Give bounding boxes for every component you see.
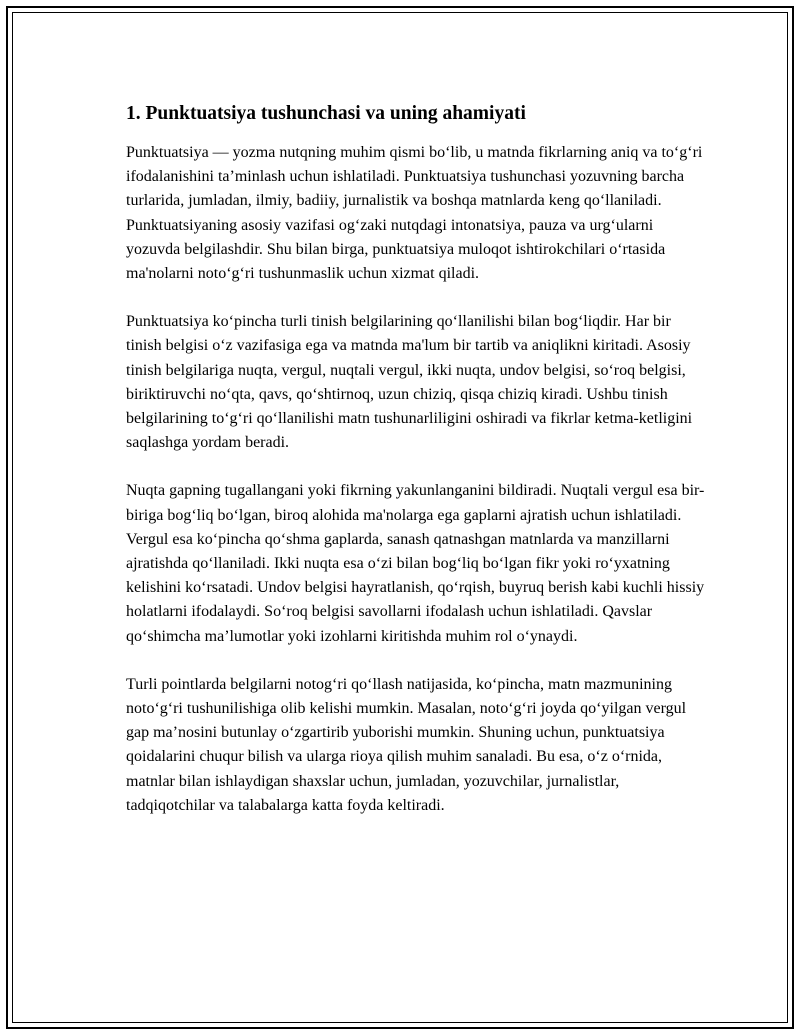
- paragraph-4: Turli pointlarda belgilarni notog‘ri qo‘llash natijasida, ko‘pincha, matn mazmunining noto‘g‘ri tushunilishiga olib kelishi mumkin. Masalan, noto‘g‘ri joyda qo‘yilgan vergul gap ma’nosini butunlay o‘zgartirib yuborishi mumkin. Shuning uchun, punktuatsiya qoidalarini chuqur bilish va ularga rioya qilish muhim sanaladi. Bu esa, o‘z o‘rnida, matnlar bilan ishlaydigan shaxslar uchun, jumladan, yozuvchilar, jurnalistlar, tadqiqotchilar va talabalarga katta foyda keltiradi.: [126, 675, 687, 814]
- document-body: [126, 101, 706, 842]
- paragraph-2: Punktuatsiya ko‘pincha turli tinish belgilarining qo‘llanilishi bilan bog‘liqdir. Har bir tinish belgisi o‘z vazifasiga ega va matnda ma'lum bir tartib va aniqlikni kiritadi. Asosiy tinish belgilariga nuqta, vergul, nuqtali vergul, ikki nuqta, undov belgisi, so‘roq belgisi, biriktiruvchi no‘qta, qavs, qo‘shtirnoq, uzun chiziq, qisqa chiziq kiradi. Ushbu tinish belgilarining to‘g‘ri qo‘llanilishi matn tushunarliligini oshiradi va fikrlar ketma-ketligini saqlashga yordam beradi.: [126, 313, 693, 452]
- section-heading: 1. Punktuatsiya tushunchasi va uning ahamiyati: [126, 103, 526, 124]
- paragraph-3: Nuqta gapning tugallangani yoki fikrning yakunlanganini bildiradi. Nuqtali vergul esa bir-biriga bog‘liq bo‘lgan, biroq alohida ma'nolarga ega gaplarni ajratish uchun ishlatiladi. Vergul esa ko‘pincha qo‘shma gaplarda, sanash qatnashgan matnlarda va manzillarni ajratishda qo‘llaniladi. Ikki nuqta esa o‘zi bilan bog‘liq bo‘lgan fikr yoki ro‘yxatning kelishini ko‘rsatadi. Undov belgisi hayratlanish, qo‘rqish, buyruq berish kabi kuchli hissiy holatlarni ifodalaydi. So‘roq belgisi savollarni ifodalash uchun ishlatiladi. Qavslar qo‘shimcha ma’lumotlar yoki izohlarni kiritishda muhim rol o‘ynaydi.: [126, 482, 705, 645]
- page-border: [6, 6, 794, 1029]
- paragraph-1: Punktuatsiya — yozma nutqning muhim qismi bo‘lib, u matnda fikrlarning aniq va to‘g‘ri ifodalanishini ta’minlash uchun ishlatiladi. Punktuatsiya tushunchasi yozuvning barcha turlarida, jumladan, ilmiy, badiiy, jurnalistik va boshqa matnlarda keng qo‘llaniladi. Punktuatsiyaning asosiy vazifasi og‘zaki nutqdagi intonatsiya, pauza va urg‘ularni yozuvda belgilashdir. Shu bilan birga, punktuatsiya muloqot ishtirokchilari o‘rtasida ma'nolarni noto‘g‘ri tushunmaslik uchun xizmat qiladi.: [126, 144, 703, 283]
